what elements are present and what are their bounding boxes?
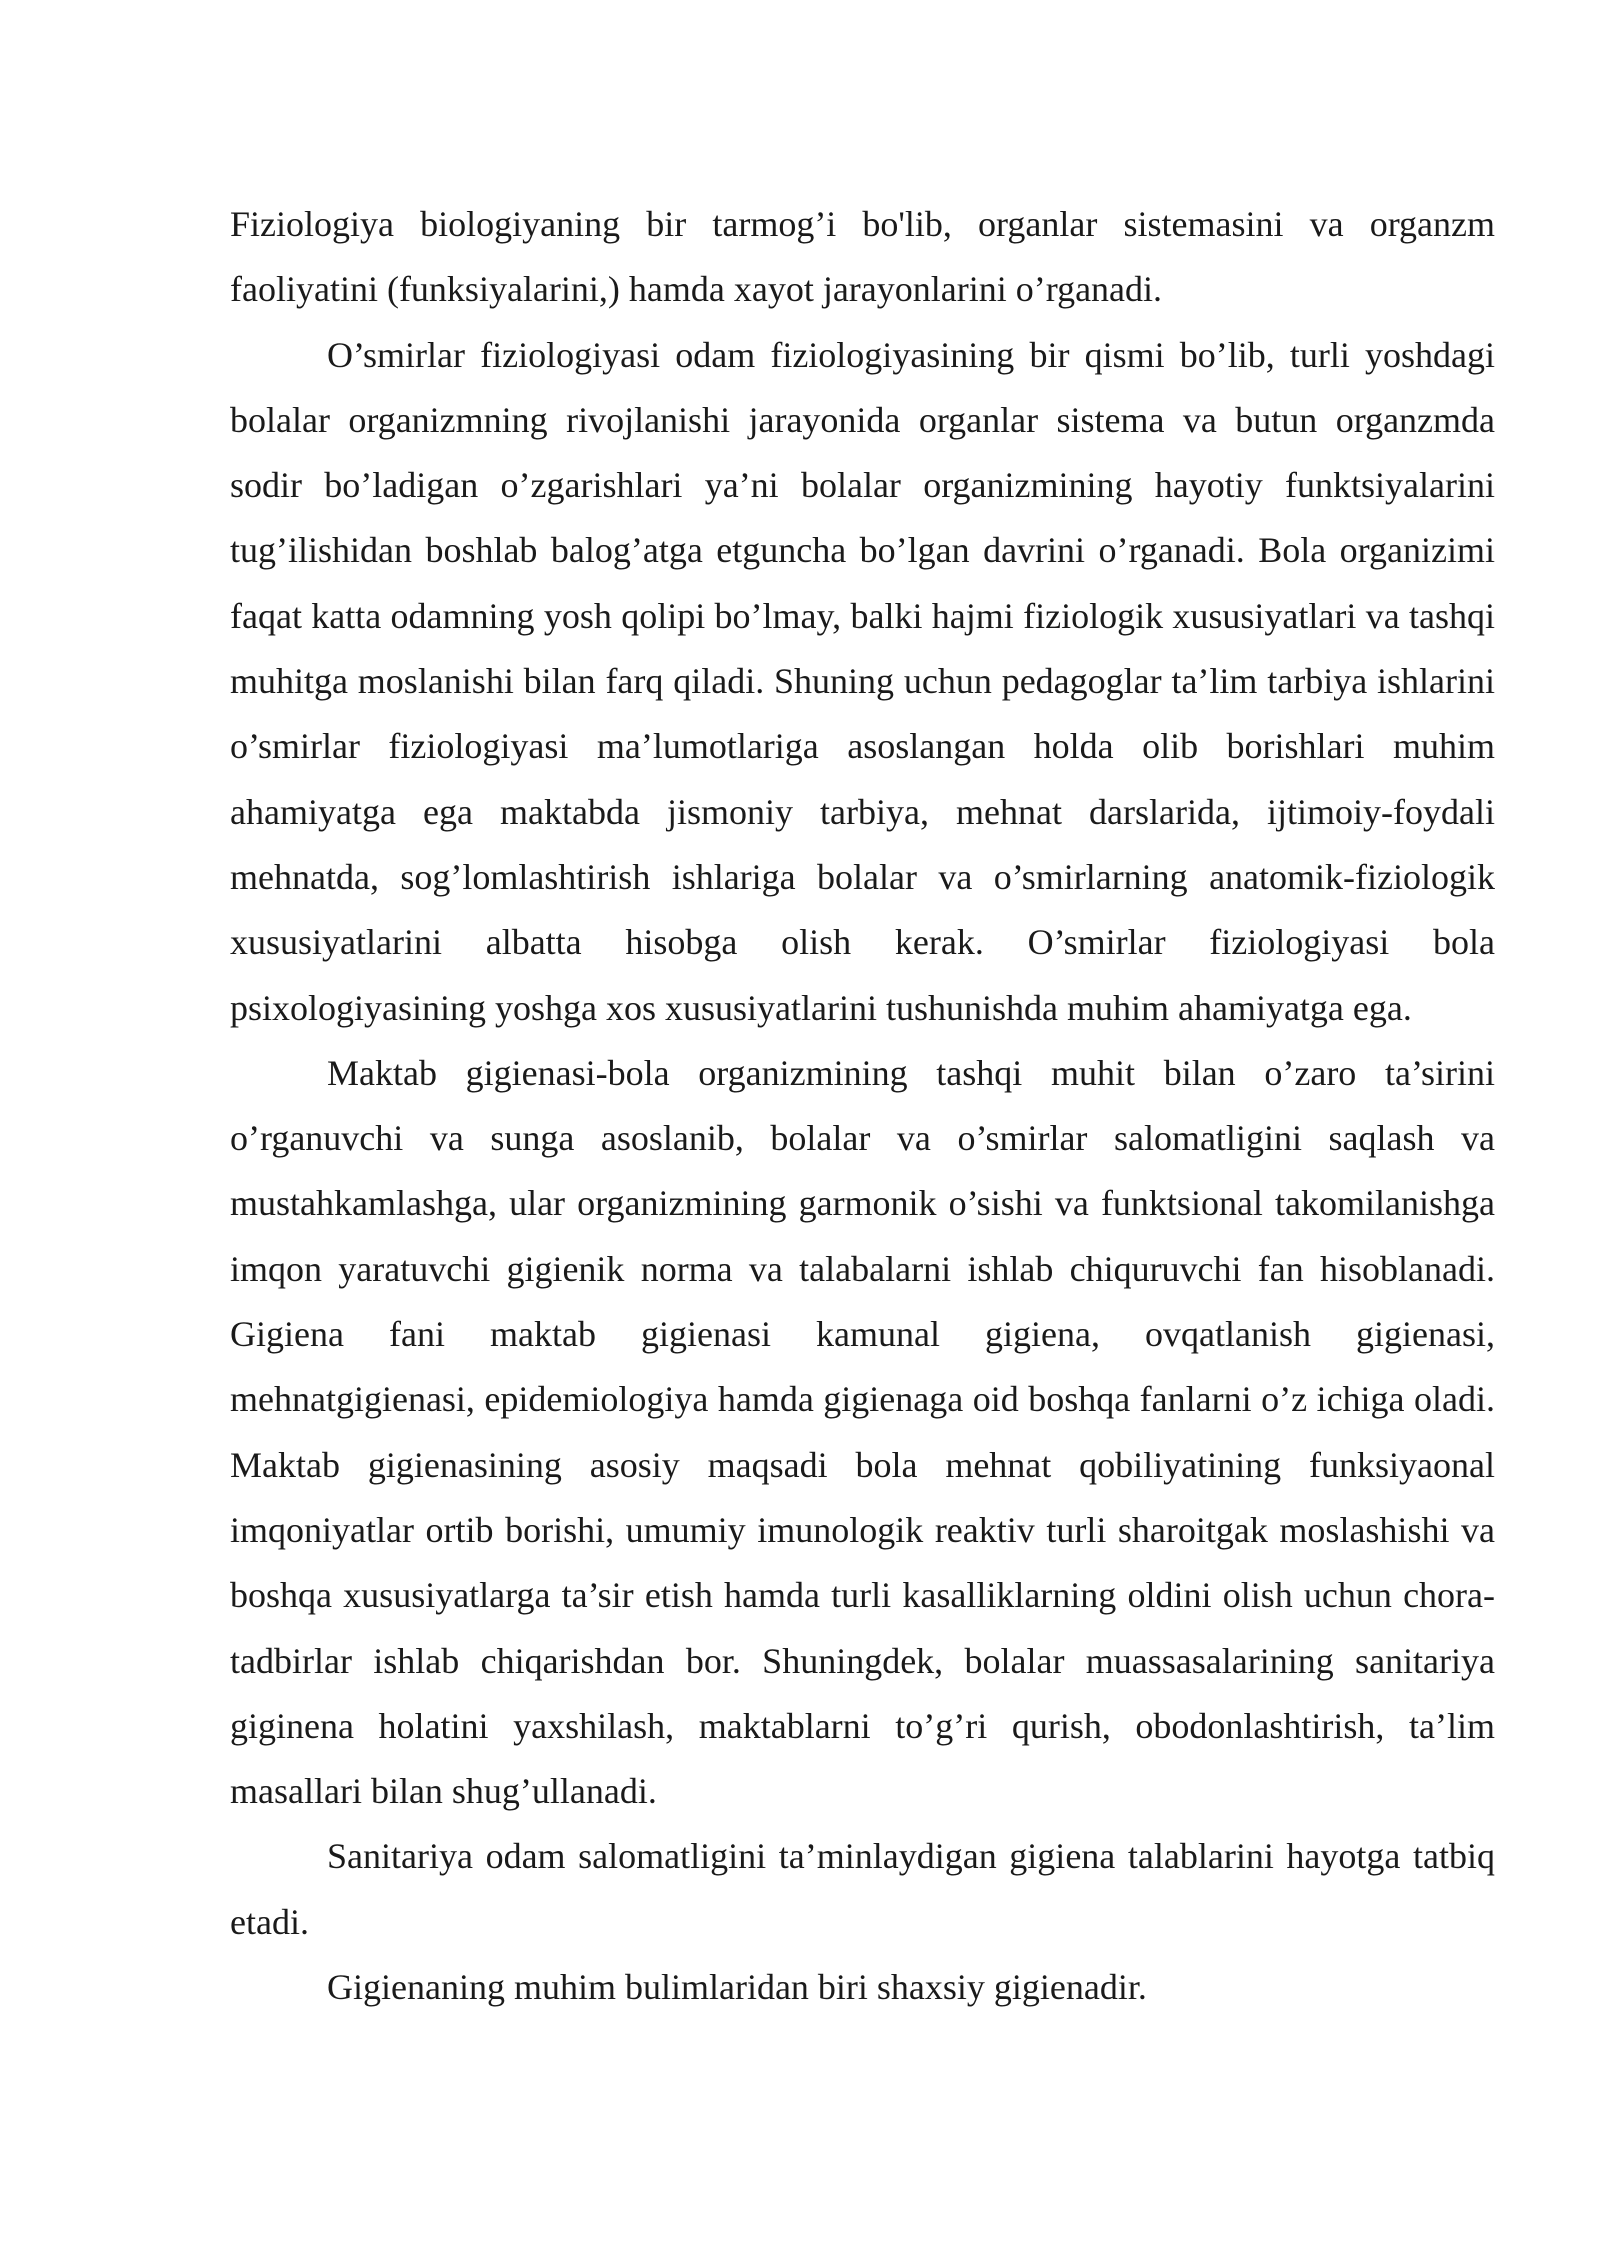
- paragraph-maktab-gigienasi: Maktab gigienasi-bola organizmining tashqi muhit bilan o’zaro ta’sirini o’rganuvchi va sunga asoslanib, bolalar va o’smirlar salomatligini saqlash va mustahkamlashga, ular organizmining garmonik o’sishi va funktsional takomilanishga imqon yaratuvchi gigienik norma va talabalarni ishlab chiquruvchi fan hisoblanadi. Gigiena fani maktab gigienasi kamunal gigiena, ovqatlanish gigienasi, mehnatgigienasi, epidemiologiya hamda gigienaga oid boshqa fanlarni o’z ichiga oladi. Maktab gigienasining asosiy maqsadi bola mehnat qobiliyatining funksiyaonal imqoniyatlar ortib borishi, umumiy imunologik reaktiv turli sharoitgak moslashishi va boshqa xususiyatlarga ta’sir etish hamda turli kasalliklarning oldini olish uchun chora-tadbirlar ishlab chiqarishdan bor. Shuningdek, bolalar muassasalarining sanitariya giginena holatini yaxshilash, maktablarni to’g’ri qurish, obodonlashtirish, ta’lim masallari bilan shug’ullanadi.: [230, 1052, 1495, 1812]
- paragraph-fiziologiya-definition: Fiziologiya biologiyaning bir tarmog’i bo'lib, organlar sistemasini va organzm faoliyatini (funksiyalarini,) hamda xayot jarayonlarini o’rganadi.: [230, 204, 1495, 310]
- paragraph-sanitariya: Sanitariya odam salomatligini ta’minlaydigan gigiena talablarini hayotga tatbiq etadi.: [230, 1836, 1495, 1942]
- document-body: [230, 192, 1495, 2020]
- paragraph-osmirlar-fiziologiyasi: O’smirlar fiziologiyasi odam fiziologiyasining bir qismi bo’lib, turli yoshdagi bolalar organizmning rivojlanishi jarayonida organlar sistema va butun organzmda sodir bo’ladigan o’zgarishlari ya’ni bolalar organizmining hayotiy funktsiyalarini tug’ilishidan boshlab balog’atga etguncha bo’lgan davrini o’rganadi. Bola organizimi faqat katta odamning yosh qolipi bo’lmay, balki hajmi fiziologik xususiyatlari va tashqi muhitga moslanishi bilan farq qiladi. Shuning uchun pedagoglar ta’lim tarbiya ishlarini o’smirlar fiziologiyasi ma’lumotlariga asoslangan holda olib borishlari muhim ahamiyatga ega maktabda jismoniy tarbiya, mehnat darslarida, ijtimoiy-foydali mehnatda, sog’lomlashtirish ishlariga bolalar va o’smirlarning anatomik-fiziologik xususiyatlarini albatta hisobga olish kerak. O’smirlar fiziologiyasi bola psixologiyasining yoshga xos xususiyatlarini tushunishda muhim ahamiyatga ega.: [230, 334, 1495, 1028]
- paragraph-shaxsiy-gigiena: Gigienaning muhim bulimlaridan biri shaxsiy gigienadir.: [327, 1967, 1147, 2008]
